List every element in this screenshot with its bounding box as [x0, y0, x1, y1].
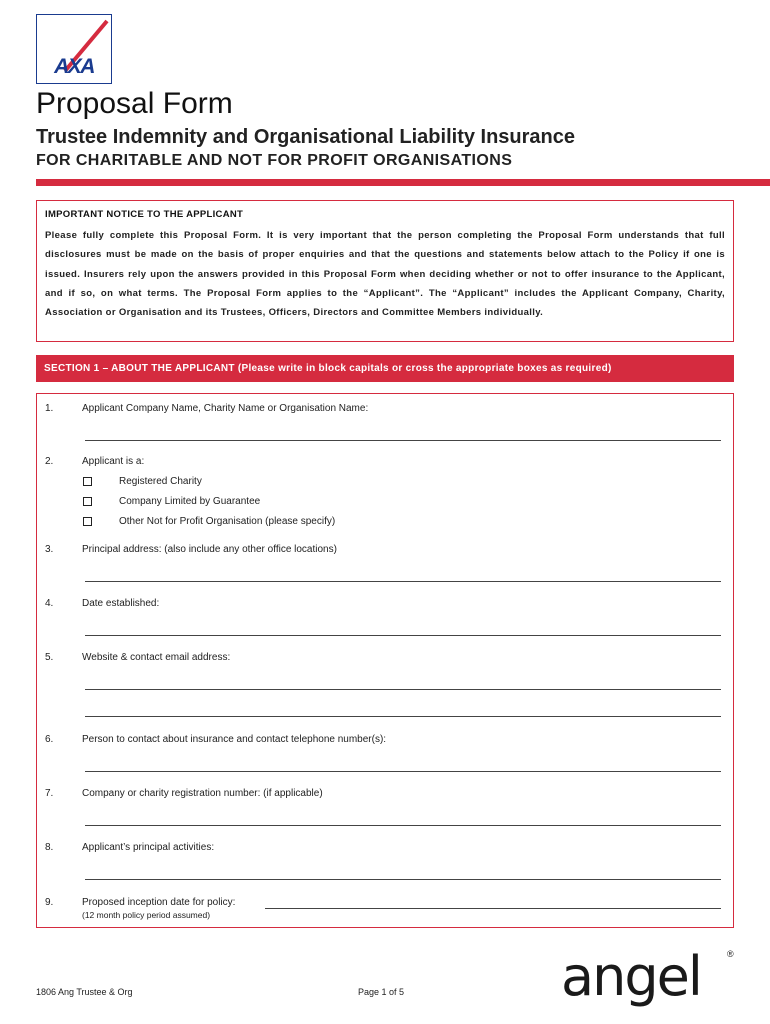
answer-line-principal-address[interactable]: [85, 581, 721, 582]
page-title: Proposal Form: [36, 87, 233, 120]
question-3-label: Principal address: (also include any other office locations): [82, 544, 337, 555]
notice-body: Please fully complete this Proposal Form. It is very important that the person completing the Proposal Form understands that full disclosures must be made on the basis of proper enquiries and that the questions and statements below attach to the Policy if one is issued. Insurers rely upon the answers provided in this Proposal Form when deciding whether or not to offer insurance to the Applicant, and if so, on what terms. The Proposal Form applies to the “Applicant”. The “Applicant” includes the Applicant Company, Charity, Association or Organisation and its Trustees, Officers, Directors and Committee Members individually.: [45, 230, 725, 319]
angel-logo-icon: [561, 947, 739, 1007]
footer-page-number: Page 1 of 5: [358, 987, 405, 997]
question-1-number: 1.: [45, 403, 54, 414]
question-1-label: Applicant Company Name, Charity Name or Organisation Name:: [82, 403, 369, 414]
question-2-label: Applicant is a:: [82, 456, 145, 467]
answer-line-company-name[interactable]: [85, 440, 721, 441]
angel-logo-text: angel: [561, 947, 701, 1007]
important-notice-box: [36, 200, 734, 342]
option-company-limited-by-guarantee: Company Limited by Guarantee: [119, 496, 261, 507]
angel-registered-mark: ®: [727, 949, 734, 959]
question-4-label: Date established:: [82, 598, 160, 609]
page-subtitle-caps: FOR CHARITABLE AND NOT FOR PROFIT ORGANISATIONS: [36, 152, 513, 169]
option-registered-charity: Registered Charity: [119, 476, 202, 487]
question-9-label: Proposed inception date for policy:: [82, 897, 236, 908]
question-4-number: 4.: [45, 598, 54, 609]
axa-logo: [36, 14, 112, 84]
answer-line-date-established[interactable]: [85, 635, 721, 636]
answer-line-contact-person[interactable]: [85, 771, 721, 772]
answer-line-principal-activities[interactable]: [85, 879, 721, 880]
question-2-number: 2.: [45, 456, 54, 467]
footer-document-code: 1806 Ang Trustee & Org: [36, 987, 133, 997]
axa-logo-text: AXA: [54, 55, 94, 78]
question-5-number: 5.: [45, 652, 54, 663]
question-7-number: 7.: [45, 788, 54, 799]
question-8-number: 8.: [45, 842, 54, 853]
answer-line-website-2[interactable]: [85, 716, 721, 717]
section-1-form: [36, 393, 734, 928]
question-9-number: 9.: [45, 897, 54, 908]
answer-line-website-1[interactable]: [85, 689, 721, 690]
header-divider: [36, 179, 770, 186]
answer-line-inception-date[interactable]: [265, 908, 721, 909]
section-1-header: SECTION 1 – ABOUT THE APPLICANT (Please write in block capitals or cross the appropriate boxes as required): [36, 355, 734, 382]
notice-title: IMPORTANT NOTICE TO THE APPLICANT: [45, 209, 244, 220]
question-9-note: (12 month policy period assumed): [82, 910, 211, 920]
checkbox-registered-charity[interactable]: [83, 477, 92, 486]
question-6-number: 6.: [45, 734, 54, 745]
question-7-label: Company or charity registration number: (if applicable): [82, 788, 323, 799]
checkbox-other-nfp[interactable]: [83, 517, 92, 526]
answer-line-registration-number[interactable]: [85, 825, 721, 826]
option-other-nfp: Other Not for Profit Organisation (please specify): [119, 516, 336, 527]
question-6-label: Person to contact about insurance and contact telephone number(s):: [82, 734, 387, 745]
checkbox-company-limited-by-guarantee[interactable]: [83, 497, 92, 506]
question-5-label: Website & contact email address:: [82, 652, 231, 663]
question-8-label: Applicant’s principal activities:: [82, 842, 215, 853]
page-subtitle: Trustee Indemnity and Organisational Liability Insurance: [36, 126, 576, 148]
question-3-number: 3.: [45, 544, 54, 555]
